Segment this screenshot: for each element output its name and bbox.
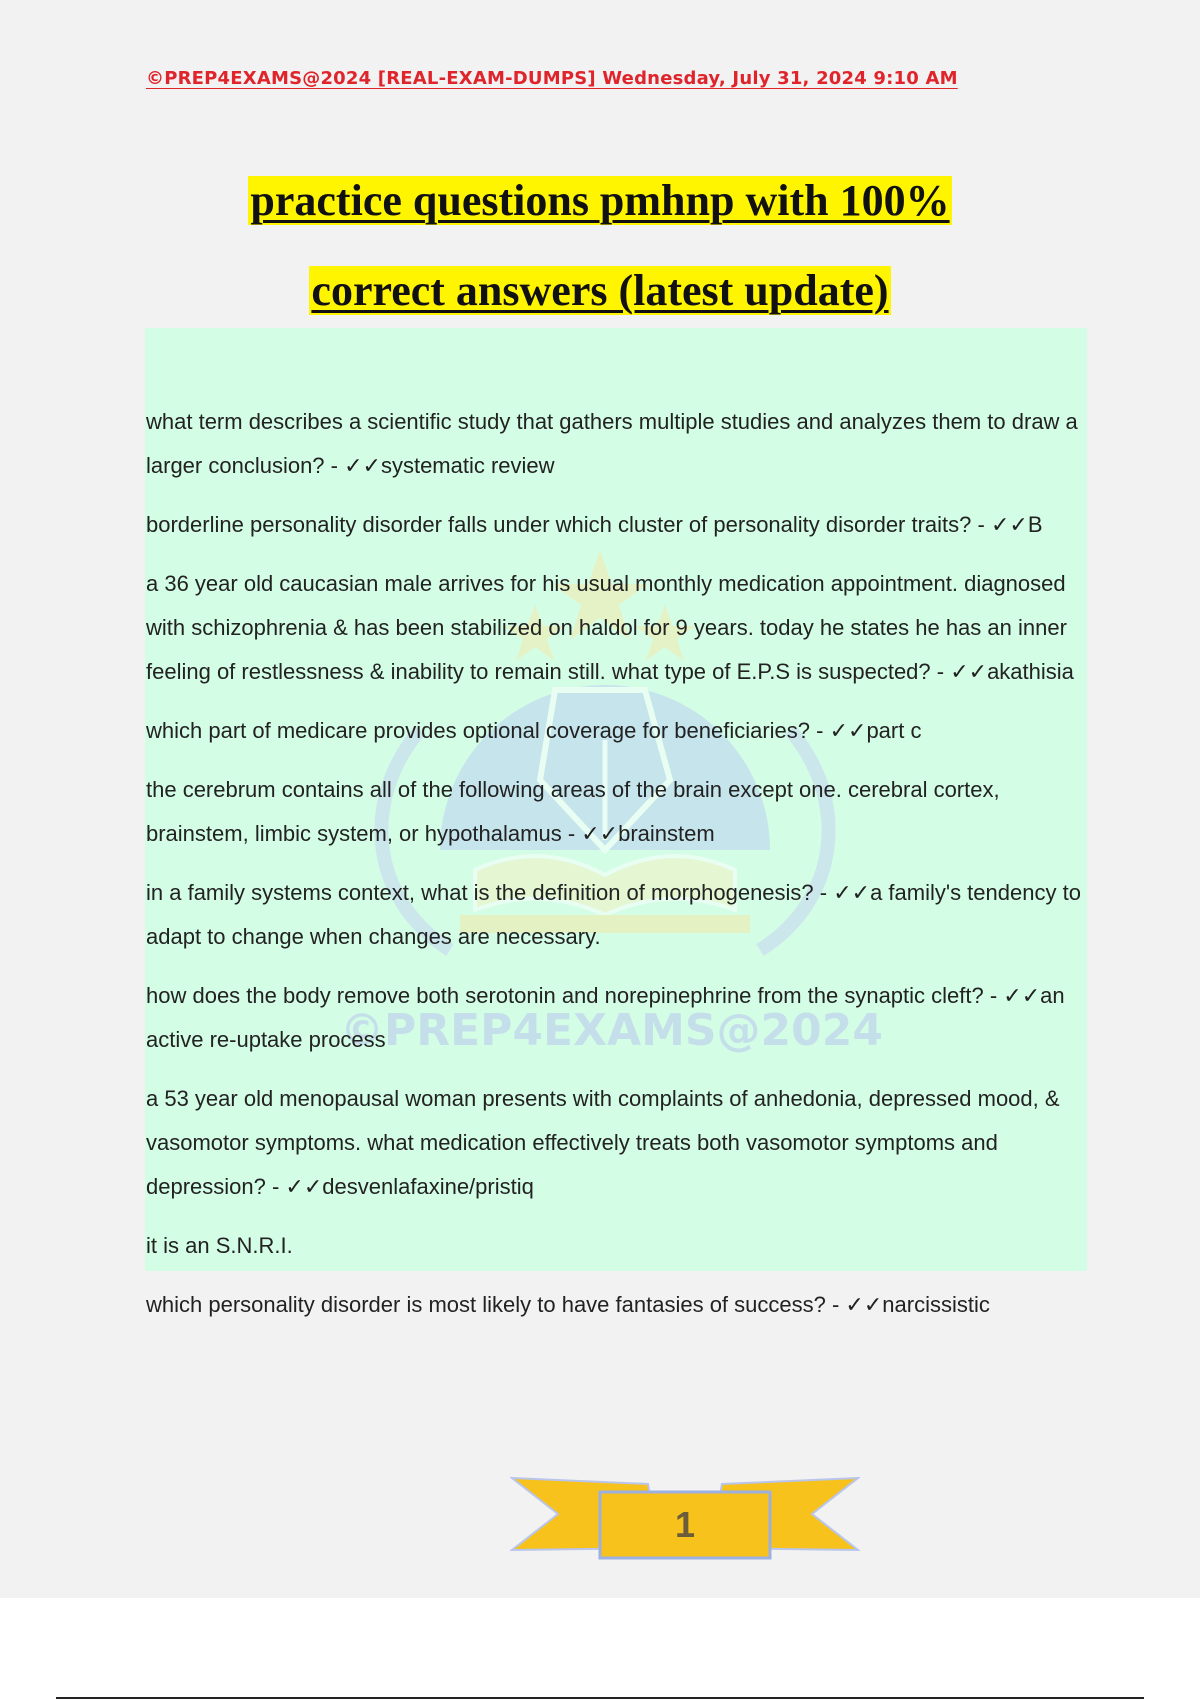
title-text-1: practice questions pmhnp with 100% [250,176,950,225]
qa-list [146,400,1091,1342]
qa-item-2: borderline personality disorder falls under which cluster of personality disorder traits? - ✓✓B [146,512,1043,537]
qa-item-10: which personality disorder is most likely to have fantasies of success? - ✓✓narcissistic [146,1292,990,1317]
title-line-1 [0,175,1200,226]
title-line-2 [0,265,1200,316]
qa-item-5: the cerebrum contains all of the following areas of the brain except one. cerebral cortex, brainstem, limbic system, or hypothalamus - ✓✓brainstem [146,777,1000,846]
qa-item-7: how does the body remove both serotonin and norepinephrine from the synaptic cleft? - ✓✓an active re-uptake process [146,983,1065,1052]
qa-item-6: in a family systems context, what is the definition of morphogenesis? - ✓✓a family's tendency to adapt to change when changes are necessary. [146,880,1081,949]
qa-item-4: which part of medicare provides optional coverage for beneficiaries? - ✓✓part c [146,718,922,743]
qa-item-3: a 36 year old caucasian male arrives for his usual monthly medication appointment. diagnosed with schizophrenia & has been stabilized on haldol for 9 years. today he states he has an inner feeling of restlessness & inability to remain still. what type of E.P.S is suspected? - ✓✓akathisia [146,571,1074,684]
bottom-divider [56,1697,1144,1699]
title-text-2: correct answers (latest update) [311,266,889,315]
page-number: 1 [674,1504,696,1545]
page-header: ©PREP4EXAMS@2024 [REAL-EXAM-DUMPS] Wednesday, July 31, 2024 9:10 AM [146,68,958,89]
qa-item-1: what term describes a scientific study that gathers multiple studies and analyzes them to draw a larger conclusion? - ✓✓systematic review [146,409,1078,478]
watermark-text: ©PREP4EXAMS@2024 [340,1005,884,1056]
qa-item-8: a 53 year old menopausal woman presents with complaints of anhedonia, depressed mood, & vasomotor symptoms. what medication effectively treats both vasomotor symptoms and depression? - ✓✓desvenlafaxine/pristiq [146,1086,1060,1199]
qa-item-9: it is an S.N.R.I. [146,1233,293,1258]
